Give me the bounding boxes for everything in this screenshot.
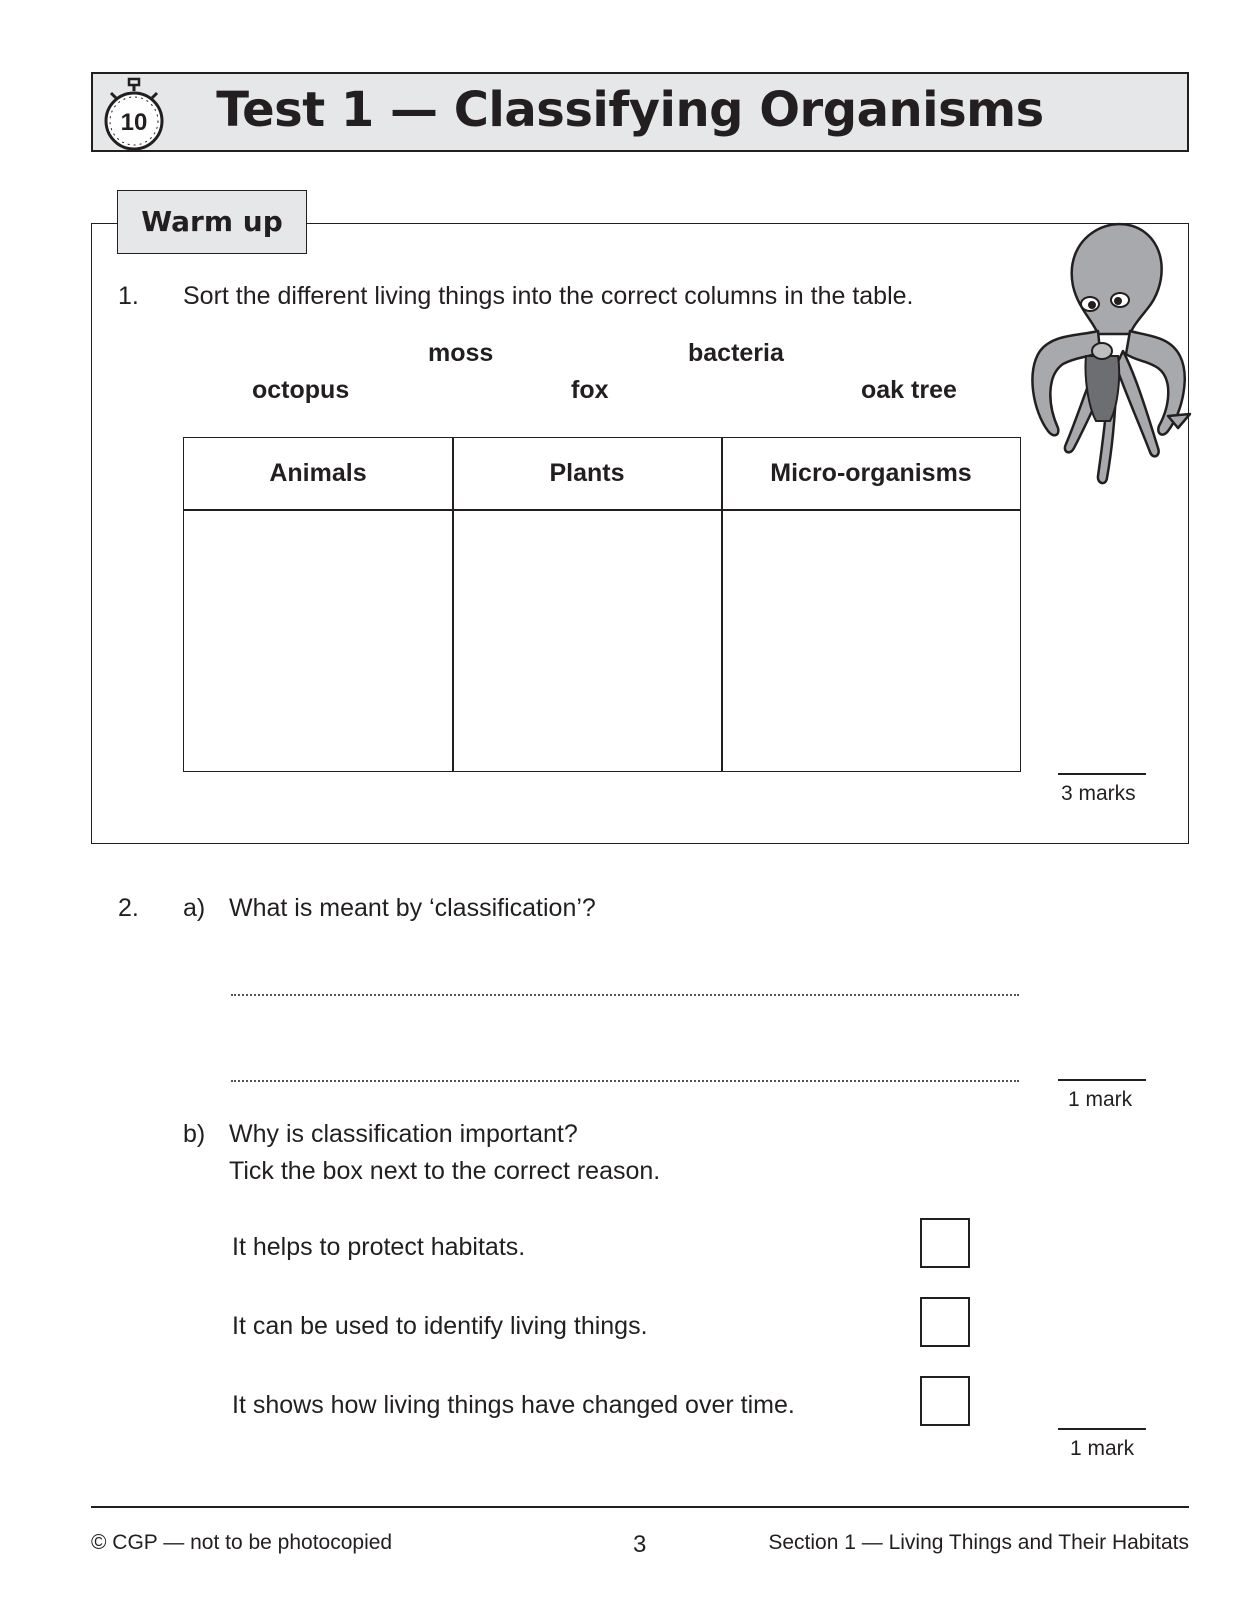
marks-label: 1 mark [1070,1437,1135,1460]
marks-label: 3 marks [1061,782,1136,805]
warmup-label: Warm up [117,190,307,254]
tick-box[interactable] [920,1218,970,1268]
option-text: It shows how living things have changed over time. [232,1391,795,1419]
timer-minutes: 10 [120,109,148,136]
word-fox: fox [571,376,609,404]
question-2b-instruction: Tick the box next to the correct reason. [229,1157,661,1185]
table-header-micro-organisms: Micro-organisms [770,459,972,487]
page-title: Test 1 — Classifying Organisms [216,82,1044,138]
question-2a-label: a) [183,894,206,922]
marks-label: 1 mark [1068,1088,1133,1111]
word-moss: moss [428,339,494,367]
table-header-animals: Animals [269,459,367,487]
question-2-number: 2. [118,894,139,922]
word-octopus: octopus [252,376,350,404]
word-oak-tree: oak tree [861,376,957,404]
footer-rule [91,1506,1189,1508]
marks-line [1058,1079,1146,1081]
word-bacteria: bacteria [688,339,784,367]
micro-organisms-answer-cell[interactable] [724,512,1018,768]
question-2a-text: What is meant by ‘classification’? [229,894,596,922]
animals-answer-cell[interactable] [186,512,450,768]
answer-line[interactable] [231,1080,1019,1082]
tick-box[interactable] [920,1297,970,1347]
question-2b-text: Why is classification important? [229,1120,578,1148]
answer-line[interactable] [231,994,1019,996]
plants-answer-cell[interactable] [455,512,719,768]
question-1-number: 1. [118,282,139,310]
footer-section: Section 1 — Living Things and Their Habitats [768,1531,1189,1554]
footer-copyright: © CGP — not to be photocopied [91,1531,393,1554]
option-text: It helps to protect habitats. [232,1233,526,1261]
question-1-text: Sort the different living things into the correct columns in the table. [183,282,914,310]
table-header-plants: Plants [549,459,625,487]
marks-line [1058,1428,1146,1430]
octopus-illustration [1018,216,1198,496]
table-header-divider [184,509,1020,511]
marks-line [1058,773,1146,775]
tick-box[interactable] [920,1376,970,1426]
question-2b-label: b) [183,1120,206,1148]
page-number: 3 [633,1531,647,1558]
sort-table [183,437,1021,772]
option-text: It can be used to identify living things. [232,1312,648,1340]
